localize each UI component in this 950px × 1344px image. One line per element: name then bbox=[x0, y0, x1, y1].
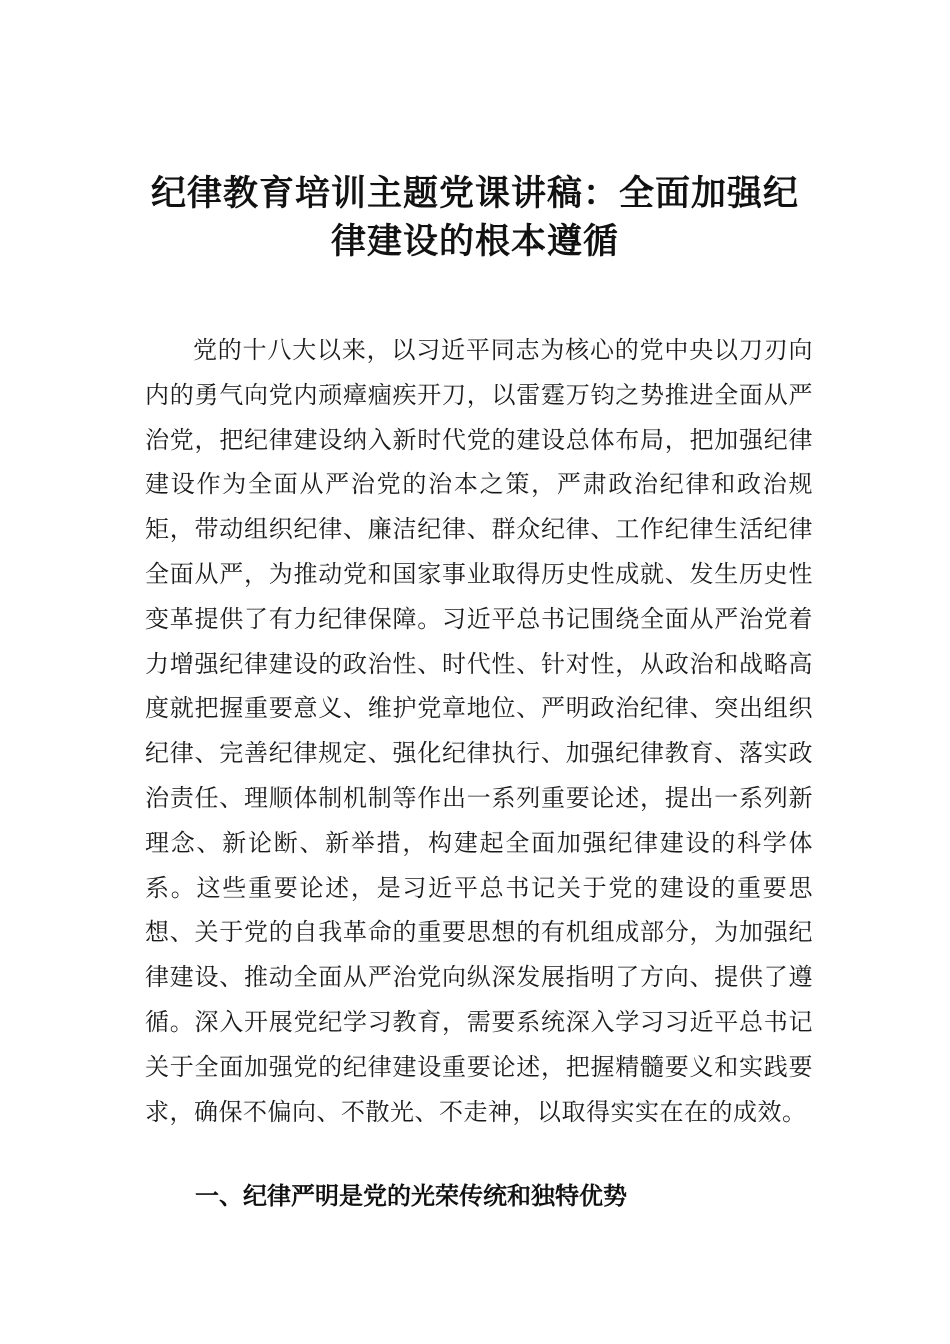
section-heading: 一、纪律严明是党的光荣传统和独特优势 bbox=[195, 1182, 627, 1210]
document-title: 纪律教育培训主题党课讲稿：全面加强纪律建设的根本遵循 bbox=[150, 174, 799, 262]
body-paragraph: 党的十八大以来，以习近平同志为核心的党中央以刀刃向内的勇气向党内顽瘴痼疾开刀，以雷霆万钧之势推进全面从严治党，把纪律建设纳入新时代党的建设总体布局，把加强纪律建设作为全面从严治党的治本之策，严肃政治纪律和政治规矩，带动组织纪律、廉洁纪律、群众纪律、工作纪律生活纪律全面从严，为推动党和国家事业取得历史性成就、发生历史性变革提供了有力纪律保障。习近平总书记围绕全面从严治党着力增强纪律建设的政治性、时代性、针对性，从政治和战略高度就把握重要意义、维护党章地位、严明政治纪律、突出组织纪律、完善纪律规定、强化纪律执行、加强纪律教育、落实政治责任、理顺体制机制等作出一系列重要论述，提出一系列新理念、新论断、新举措，构建起全面加强纪律建设的科学体系。这些重要论述，是习近平总书记关于党的建设的重要思想、关于党的自我革命的重要思想的有机组成部分，为加强纪律建设、推动全面从严治党向纵深发展指明了方向、提供了遵循。深入开展党纪学习教育，需要系统深入学习习近平总书记关于全面加强党的纪律建设重要论述，把握精髓要义和实践要求，确保不偏向、不散光、不走神，以取得实实在在的成效。 bbox=[145, 336, 813, 1126]
